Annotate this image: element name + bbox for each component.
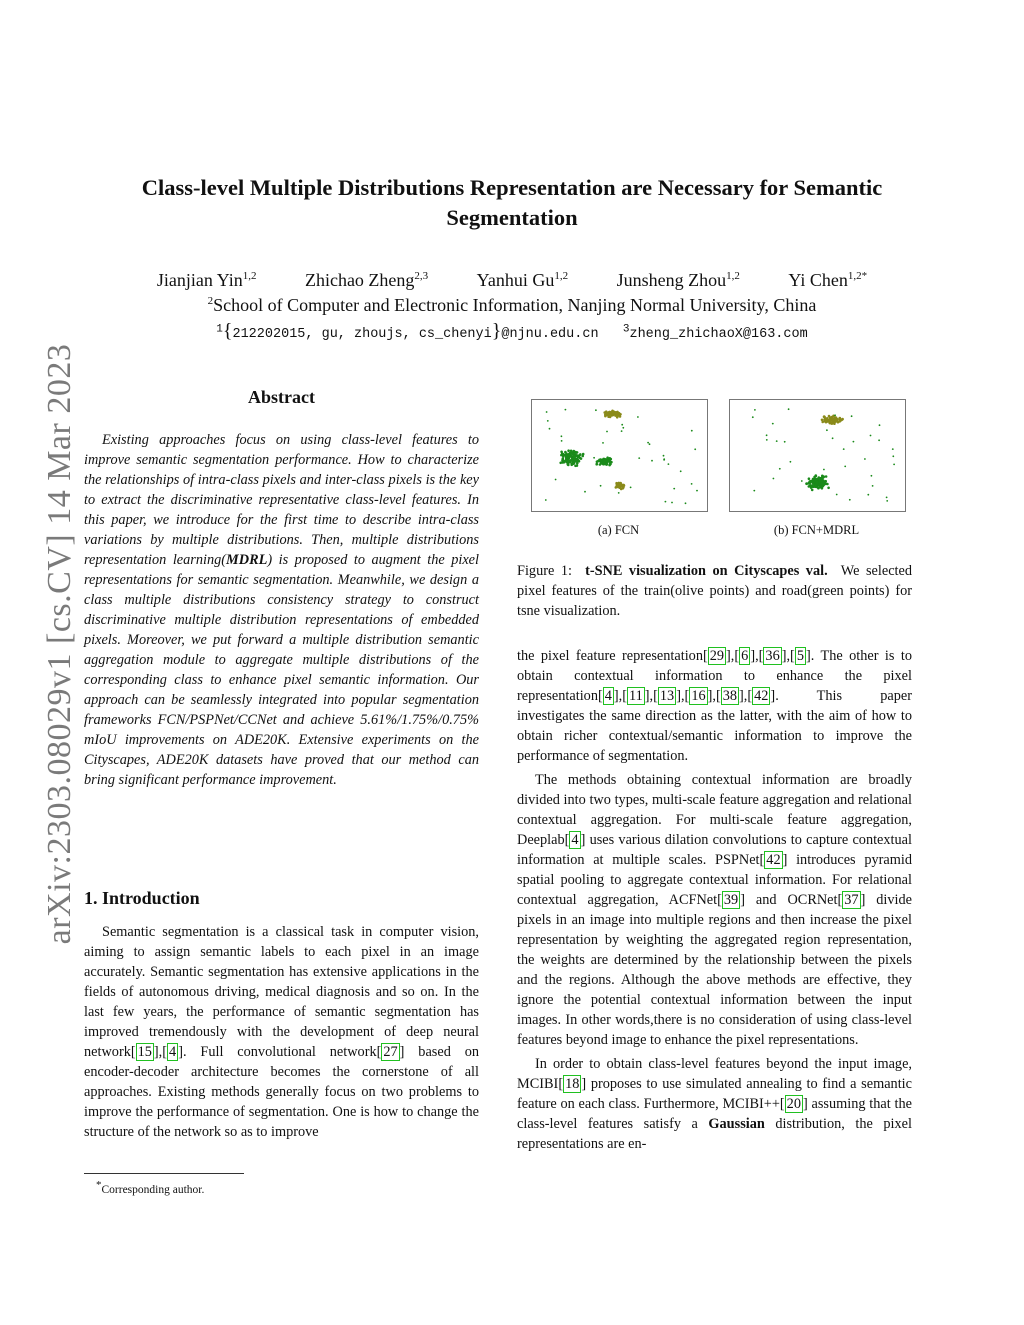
road-point xyxy=(621,430,623,432)
road-point xyxy=(567,457,569,459)
road-point xyxy=(593,457,595,459)
road-point xyxy=(809,481,812,484)
citation-link[interactable]: 4 xyxy=(169,1044,177,1060)
road-point xyxy=(851,415,853,417)
train-point xyxy=(823,416,826,419)
road-point xyxy=(805,483,808,486)
road-point xyxy=(598,459,601,462)
road-point xyxy=(578,456,581,459)
citation-link[interactable]: 15 xyxy=(137,1044,152,1060)
road-point xyxy=(773,478,775,480)
road-point xyxy=(843,448,845,450)
road-point xyxy=(853,441,855,443)
footnote-rule xyxy=(84,1173,244,1174)
road-point xyxy=(579,453,582,456)
road-point xyxy=(584,491,586,493)
train-point xyxy=(823,419,826,422)
citation-link[interactable]: 20 xyxy=(786,1096,801,1112)
citation-link[interactable]: 16 xyxy=(691,688,706,704)
road-point xyxy=(576,464,579,467)
citation-link[interactable]: 4 xyxy=(604,688,612,704)
citation-link[interactable]: 29 xyxy=(709,648,725,664)
citation-link[interactable]: 42 xyxy=(766,852,781,868)
road-point xyxy=(753,490,755,492)
train-point xyxy=(833,422,836,425)
road-point xyxy=(772,423,774,425)
tsne-plot-fcn-mdrl xyxy=(729,399,906,512)
train-point xyxy=(618,483,621,486)
figure-caption: Figure 1: t-SNE visualization on Cityscapes val. We selected pixel features of the train(olive points) and road(green points) for tsne visualization. xyxy=(517,563,913,619)
road-point xyxy=(564,451,567,454)
train-point xyxy=(835,419,838,422)
train-point xyxy=(826,417,829,420)
road-point xyxy=(555,479,557,481)
road-point xyxy=(549,428,551,430)
train-point xyxy=(828,415,831,418)
citation-link[interactable]: 36 xyxy=(765,648,780,664)
road-point xyxy=(595,463,598,466)
road-point xyxy=(609,458,611,460)
road-point xyxy=(565,409,567,411)
road-point xyxy=(606,463,609,466)
road-point xyxy=(844,466,846,468)
road-point xyxy=(815,478,818,481)
citation-link[interactable]: 38 xyxy=(722,688,738,704)
road-point xyxy=(561,440,563,442)
train-point xyxy=(827,420,830,423)
road-point xyxy=(808,477,811,480)
train-point xyxy=(605,413,608,416)
citation-link[interactable]: 37 xyxy=(844,892,859,908)
road-point xyxy=(813,485,816,488)
road-point xyxy=(790,461,792,463)
train-point xyxy=(605,410,608,413)
road-point xyxy=(879,424,881,426)
footnote: *Corresponding author. xyxy=(96,1179,205,1196)
road-point xyxy=(565,459,568,462)
road-point xyxy=(568,454,571,457)
citation-link[interactable]: 18 xyxy=(565,1076,580,1092)
road-point xyxy=(825,475,828,478)
road-point xyxy=(647,442,649,444)
road-point xyxy=(618,492,620,494)
road-point xyxy=(570,459,573,462)
road-point xyxy=(606,431,608,433)
road-point xyxy=(886,500,888,502)
road-point xyxy=(638,457,640,459)
citation-link[interactable]: 27 xyxy=(383,1044,398,1060)
road-point xyxy=(766,434,768,436)
citation-link[interactable]: 13 xyxy=(659,688,675,704)
road-point xyxy=(547,420,549,422)
author-5: Yi Chen$^{1,2*}$ xyxy=(788,270,868,290)
road-point xyxy=(596,460,599,463)
train-point xyxy=(841,418,844,421)
road-point xyxy=(779,468,781,470)
road-point xyxy=(834,414,836,416)
road-point xyxy=(651,460,653,462)
author-2: Zhichao Zheng$^{2,3}$ xyxy=(304,270,429,290)
road-point xyxy=(663,459,665,461)
citation-link[interactable]: 4 xyxy=(571,832,579,848)
road-point xyxy=(680,470,682,472)
citation-link[interactable]: 11 xyxy=(629,688,643,704)
train-point xyxy=(622,484,625,487)
road-point xyxy=(562,455,565,458)
road-point xyxy=(817,487,820,490)
road-point xyxy=(574,453,577,456)
road-point xyxy=(665,501,667,503)
arxiv-sidebar-id: arXiv:2303.08029v1 [cs.CV] 14 Mar 2023 xyxy=(41,343,78,945)
road-point xyxy=(849,499,851,501)
subcaption-a: (a) FCN xyxy=(597,523,640,537)
email-line: $^1${212202015, gu, zhoujs, cs_chenyi}@njnu.edu.cn $^3$zheng_zhichaoX@163.com xyxy=(216,320,808,342)
road-point xyxy=(818,476,821,479)
road-point xyxy=(867,494,869,496)
road-point xyxy=(602,442,604,444)
citation-link[interactable]: 6 xyxy=(741,648,749,664)
road-point xyxy=(784,441,786,443)
road-point xyxy=(691,430,693,432)
train-point xyxy=(611,413,614,416)
road-point xyxy=(801,480,803,482)
road-point xyxy=(826,429,828,431)
road-point xyxy=(864,458,866,460)
road-point xyxy=(603,460,606,463)
road-point xyxy=(691,483,693,485)
road-point xyxy=(560,451,563,454)
road-point xyxy=(546,411,548,413)
road-point xyxy=(671,502,673,504)
road-point xyxy=(595,409,597,411)
road-point xyxy=(816,481,819,484)
citation-link[interactable]: 42 xyxy=(754,688,769,704)
road-point xyxy=(823,469,825,471)
road-point xyxy=(581,455,584,458)
road-point xyxy=(886,497,888,499)
road-point xyxy=(561,435,563,437)
road-point xyxy=(776,440,778,442)
road-point xyxy=(872,485,874,487)
road-point xyxy=(602,458,605,461)
road-point xyxy=(600,485,602,487)
road-point xyxy=(822,481,825,484)
road-point xyxy=(826,483,829,486)
road-point xyxy=(788,408,790,410)
road-point xyxy=(836,494,838,496)
road-point xyxy=(637,416,639,418)
road-point xyxy=(821,475,824,478)
road-point xyxy=(870,435,872,437)
road-point xyxy=(818,481,821,484)
road-point xyxy=(871,475,873,477)
subcaption-b: (b) FCN+MDRL xyxy=(773,523,860,537)
road-point xyxy=(893,464,895,466)
road-point xyxy=(562,461,565,464)
right-column-body: the pixel feature representation[ 29 ],[ 6 ],[ 36 ],[ 5 ]. The other is to obtain contextual information to enhance the pixel representation[ 4 ],[ 11 ],[ 13 ],[ 16 ],[ 38 ],[ 42 ]. This paper investigates the same direction as the latter, with the aim of how to obtain richer contextual/semantic information to improve the performance of segmentation. The methods obtaining contextual information are broadly divided into two types, multi-scale feature aggregation and relational contextual aggregation. For multi-scale feature aggregation, Deeplab[ 4 ] uses various dilation convolutions to capture contextual information at multiple scales. PSPNet[ 42 ] introduces pyramid spatial pooling to aggregate contextual information. For relational contextual aggregation, ACFNet[ 39 ] and OCRNet[ 37 ] divide pixels in an image into multiple regions and then increase the pixel representation by weighting the aggregated region representation, the weights are determined by the relationship between the pixels and the regions. Although the above methods are effective, they ignore the potential contextual information between the input images. In other words,there is no consideration of using class-level features beyond image to enhance the pixel representations. In order to obtain class-level features beyond the input image, MCIBI[ 18 ] proposes to use simulated annealing to find a semantic feature on each class. Furthermore, MCIBI++[ 20 ] assuming that the class-level features satisfy a Gaussian distribution, the pixel representations are en- xyxy=(517,648,913,1152)
train-point xyxy=(614,412,617,415)
author-list xyxy=(80,270,944,291)
affiliation: $^2$School of Computer and Electronic Information, Nanjing Normal University, China xyxy=(207,295,817,315)
road-point xyxy=(573,457,576,460)
road-point xyxy=(578,460,581,463)
citation-link[interactable]: 39 xyxy=(723,892,739,908)
road-point xyxy=(570,451,573,454)
abstract-body: Existing approaches focus on using class-level features to improve semantic segmentation performance. How to characterize the relationships of intra-class pixels and inter-class pixels is the key to extract the discriminative representative class-level features. In this paper, we introduce for the first time to describe intra-class variations by multiple distributions. Then, multiple distributions representation learning(MDRL) is proposed to augment the pixel representations for semantic segmentation. Meanwhile, we design a class multiple distributions consistency strategy to construct discriminative multiple distribution representations of embedded pixels. Moreover, we put forward a multiple distribution semantic aggregation module to aggregate multiple distributions of the corresponding class to enhance pixel semantic information. Our approach can be seamlessly integrated into popular segmentation frameworks FCN/PSPNet/CCNet and achieve 5.61%/1.75%/0.75% mIoU improvements on ADE20K. Extensive experiments on the Cityscapes, ADE20K datasets have proved that our method can bring significant performance improvement. xyxy=(84,432,479,788)
road-point xyxy=(649,443,651,445)
road-point xyxy=(813,476,816,479)
road-point xyxy=(573,450,576,453)
road-point xyxy=(892,448,894,450)
train-point xyxy=(618,412,621,415)
tsne-plot-fcn xyxy=(531,399,708,512)
road-point xyxy=(766,439,768,441)
train-point xyxy=(616,485,619,488)
road-point xyxy=(565,454,568,457)
paper-title: Class-level Multiple Distributions Representation are Necessary for Semantic Segmentation xyxy=(141,175,883,230)
abstract-heading: Abstract xyxy=(248,387,315,407)
road-point xyxy=(892,455,894,457)
section-heading-introduction: 1. Introduction xyxy=(84,888,200,908)
tsne-scatter-fcn-mdrl xyxy=(730,400,905,511)
road-point xyxy=(663,455,665,457)
train-point xyxy=(832,417,835,420)
tsne-scatter-fcn xyxy=(532,400,707,511)
road-point xyxy=(630,487,632,489)
road-point xyxy=(685,502,687,504)
road-point xyxy=(820,483,823,486)
road-point xyxy=(567,462,570,465)
road-point xyxy=(567,460,570,463)
road-point xyxy=(696,490,698,492)
road-point xyxy=(570,464,573,467)
author-3: Yanhui Gu$^{1,2}$ xyxy=(476,270,569,290)
road-point xyxy=(545,499,547,501)
train-point xyxy=(829,419,832,422)
road-point xyxy=(812,479,815,482)
road-point xyxy=(811,489,814,492)
road-point xyxy=(567,449,570,452)
road-point xyxy=(694,448,696,450)
road-point xyxy=(827,487,830,490)
road-point xyxy=(752,416,754,418)
road-point xyxy=(622,427,624,429)
train-point xyxy=(619,486,622,489)
road-point xyxy=(621,424,623,426)
author-4: Junsheng Zhou$^{1,2}$ xyxy=(616,270,740,290)
road-point xyxy=(832,437,834,439)
citation-link[interactable]: 5 xyxy=(796,648,804,664)
road-point xyxy=(754,409,756,411)
road-point xyxy=(878,439,880,441)
author-1: Jianjian Yin$^{1,2}$ xyxy=(156,270,257,290)
road-point xyxy=(812,481,815,484)
road-point xyxy=(668,463,670,465)
intro-body: Semantic segmentation is a classical task in computer vision, aiming to assign semantic labels to each pixel in an image accurately. Semantic segmentation has extensive applications in the fields of autonomous driving, medical diagnosis and so on. In the last few years, the performance of semantic segmentation has improved tremendously with the development of deep neural network[ 15 ],[ 4 ]. Full convolutional network[ 27 ] based on encoder-decoder architecture becomes the cornerstone of all approaches. Existing methods generally focus on two problems to improve the performance of segmentation. One is how to change the structure of the network so as to improve xyxy=(84,924,479,1140)
road-point xyxy=(673,488,675,490)
road-point xyxy=(609,463,611,465)
